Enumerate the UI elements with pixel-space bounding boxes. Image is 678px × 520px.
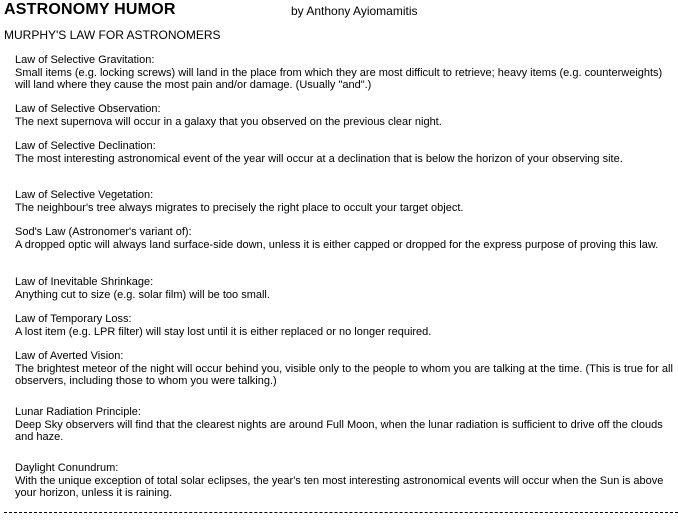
law-item	[15, 103, 675, 128]
law-item	[15, 406, 675, 444]
law-item	[15, 462, 675, 500]
law-item	[15, 189, 675, 214]
law-name: Law of Selective Gravitation:	[15, 54, 155, 66]
law-name: Law of Selective Declination:	[15, 140, 156, 152]
law-text: Deep Sky observers will find that the clearest nights are around Full Moon, when the lunar radiation is sufficient to drive off the clouds and haze.	[15, 418, 663, 443]
law-text: Small items (e.g. locking screws) will land in the place from which they are most difficult to retrieve; heavy items (e.g. counterweights) will land where they cause the most pain and/or damage. (Usually "and".)	[15, 66, 663, 91]
page-title: ASTRONOMY HUMOR	[4, 1, 176, 18]
law-text: The brightest meteor of the night will occur behind you, visible only to the people to whom you are talking at the time. (This is true for all observers, including those to whom you were talking.)	[15, 362, 673, 387]
law-text: With the unique exception of total solar eclipses, the year's ten most interesting astronomical events will occur when the Sun is above your horizon, unless it is raining.	[15, 474, 664, 499]
law-item	[15, 226, 675, 251]
law-name: Law of Inevitable Shrinkage:	[15, 276, 154, 288]
law-item	[15, 313, 675, 338]
law-text: The neighbour's tree always migrates to precisely the right place to occult your target object.	[15, 201, 464, 214]
law-item	[15, 140, 675, 165]
law-item	[15, 276, 675, 301]
law-text: The next supernova will occur in a galaxy that you observed on the previous clear night.	[15, 115, 442, 128]
law-name: Sod's Law (Astronomer's variant of):	[15, 226, 192, 238]
law-name: Law of Temporary Loss:	[15, 313, 132, 325]
law-name: Law of Selective Vegetation:	[15, 189, 154, 201]
law-text: The most interesting astronomical event of the year will occur at a declination that is below the horizon of your observing site.	[15, 152, 623, 165]
law-text: A dropped optic will always land surface-side down, unless it is either capped or dropped for the express purpose of proving this law.	[15, 238, 659, 251]
law-name: Daylight Conundrum:	[15, 462, 119, 474]
law-item	[15, 54, 675, 92]
law-name: Law of Selective Observation:	[15, 103, 161, 115]
author-byline: by Anthony Ayiomamitis	[291, 4, 418, 18]
law-text: Anything cut to size (e.g. solar film) will be too small.	[15, 288, 270, 301]
law-item	[15, 350, 675, 388]
dashed-divider	[4, 512, 678, 513]
law-name: Law of Averted Vision:	[15, 350, 124, 362]
law-text: A lost item (e.g. LPR filter) will stay lost until it is either replaced or no longer required.	[15, 325, 432, 338]
law-name: Lunar Radiation Principle:	[15, 406, 141, 418]
section-heading: MURPHY'S LAW FOR ASTRONOMERS	[4, 28, 221, 42]
